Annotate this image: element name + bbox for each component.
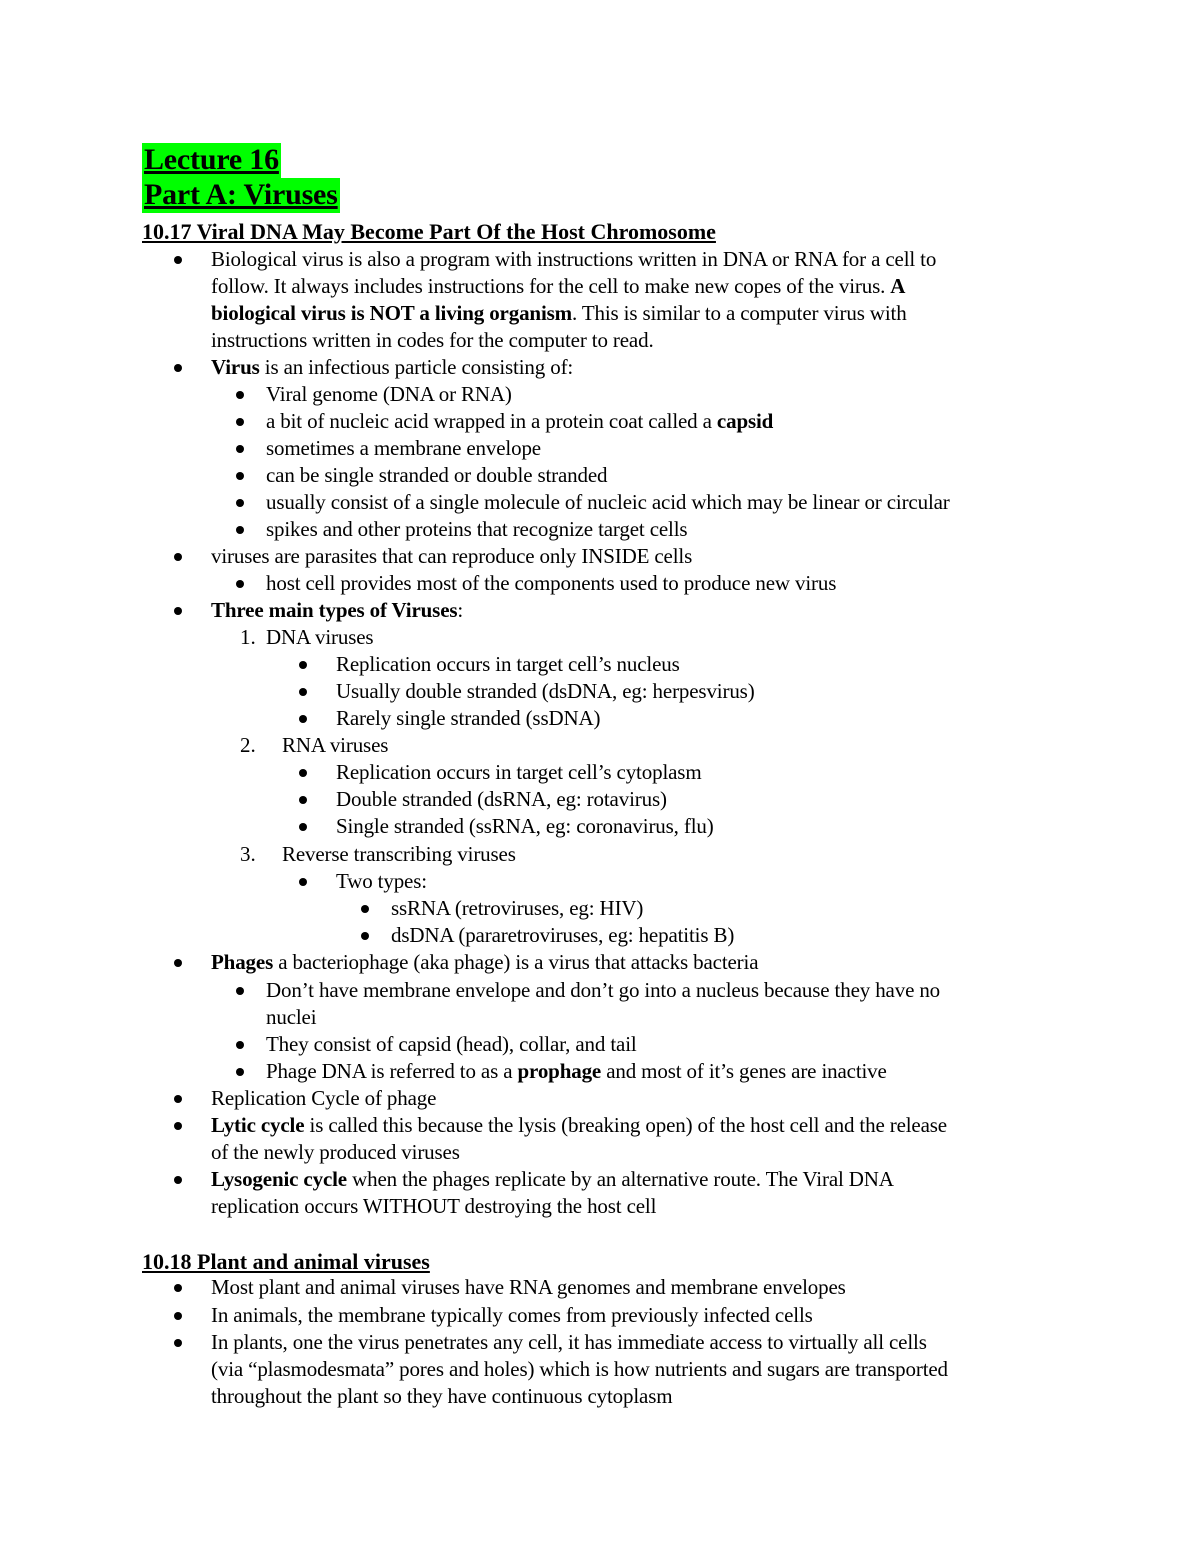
list-item: Viral genome (DNA or RNA) — [266, 381, 512, 408]
list-item: Reverse transcribing viruses — [282, 842, 516, 866]
list-item: RNA viruses — [282, 733, 389, 757]
section-heading-10-18: 10.18 Plant and animal viruses — [142, 1249, 430, 1274]
list-item: Double stranded (dsRNA, eg: rotavirus) — [336, 786, 667, 813]
list-item: Replication occurs in target cell’s nucleus — [336, 651, 680, 678]
section-heading-10-17: 10.17 Viral DNA May Become Part Of the Host Chromosome — [142, 219, 716, 244]
list-item: Phages a bacteriophage (aka phage) is a virus that attacks bacteria — [211, 949, 758, 976]
list-item: Most plant and animal viruses have RNA genomes and membrane envelopes — [211, 1274, 846, 1301]
list-item: Three main types of Viruses: — [211, 597, 463, 624]
list-item: Lysogenic cycle when the phages replicate by an alternative route. The Viral DNA replication occurs WITHOUT destroying the host cell — [211, 1166, 894, 1220]
list-item: Rarely single stranded (ssDNA) — [336, 705, 600, 732]
list-item: DNA viruses — [266, 625, 374, 649]
list-item: dsDNA (pararetroviruses, eg: hepatitis B) — [391, 922, 734, 949]
list-item: a bit of nucleic acid wrapped in a protein coat called a capsid — [266, 408, 773, 435]
part-title: Part A: Viruses — [144, 178, 338, 211]
list-item: usually consist of a single molecule of nucleic acid which may be linear or circular — [266, 489, 950, 516]
list-number: 3. — [240, 842, 256, 866]
list-item: Biological virus is also a program with instructions written in DNA or RNA for a cell to follow. It always includes instructions for the cell to make new copes of the virus. A biological virus is NOT a living organism. This is similar to a computer virus with instructions written in codes for the computer to read. — [211, 246, 936, 354]
list-item: sometimes a membrane envelope — [266, 435, 541, 462]
list-item: spikes and other proteins that recognize target cells — [266, 516, 687, 543]
list-item: Lytic cycle is called this because the lysis (breaking open) of the host cell and the release of the newly produced viruses — [211, 1112, 947, 1166]
list-item: Phage DNA is referred to as a prophage and most of it’s genes are inactive — [266, 1058, 887, 1085]
list-item: In animals, the membrane typically comes from previously infected cells — [211, 1302, 813, 1329]
list-item: viruses are parasites that can reproduce only INSIDE cells — [211, 543, 692, 570]
list-item: Virus is an infectious particle consisting of: — [211, 354, 573, 381]
list-item: Don’t have membrane envelope and don’t go into a nucleus because they have no nuclei — [266, 977, 940, 1031]
list-item: They consist of capsid (head), collar, and tail — [266, 1031, 637, 1058]
list-item: Single stranded (ssRNA, eg: coronavirus, flu) — [336, 813, 714, 840]
list-number: 2. — [240, 733, 256, 757]
list-item: ssRNA (retroviruses, eg: HIV) — [391, 895, 643, 922]
list-item: host cell provides most of the components used to produce new virus — [266, 570, 836, 597]
list-item: can be single stranded or double stranded — [266, 462, 607, 489]
list-item: Replication occurs in target cell’s cytoplasm — [336, 759, 702, 786]
list-item: In plants, one the virus penetrates any cell, it has immediate access to virtually all cells (via “plasmodesmata” pores and holes) which is how nutrients and sugars are transported throughout the plant so they have continuous cytoplasm — [211, 1329, 948, 1410]
list-item: Two types: — [336, 868, 427, 895]
list-item: Replication Cycle of phage — [211, 1085, 436, 1112]
list-item: Usually double stranded (dsDNA, eg: herpesvirus) — [336, 678, 755, 705]
lecture-title: Lecture 16 — [144, 143, 279, 176]
list-number: 1. — [240, 625, 256, 649]
